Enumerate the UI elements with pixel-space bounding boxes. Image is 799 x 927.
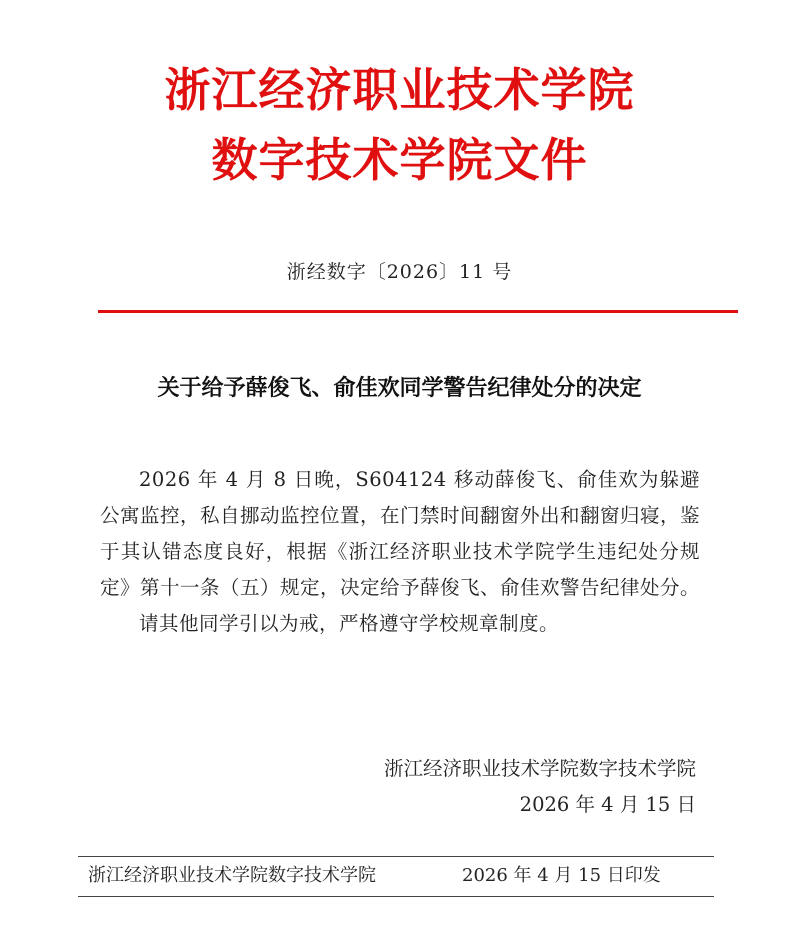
header-red-divider bbox=[98, 310, 738, 313]
signature-organization: 浙江经济职业技术学院数字技术学院 bbox=[383, 757, 696, 780]
document-number: 浙经数字〔2026〕11 号 bbox=[286, 261, 513, 283]
document-subject: 关于给予薛俊飞、俞佳欢同学警告纪律处分的决定 bbox=[157, 376, 642, 401]
footer-issuer: 浙江经济职业技术学院数字技术学院 bbox=[88, 865, 376, 886]
footer-divider-bottom bbox=[78, 896, 714, 897]
body-paragraph-2: 请其他同学引以为戒，严格遵守学校规章制度。 bbox=[139, 612, 560, 635]
document-body bbox=[100, 462, 700, 642]
footer-print-date: 2026 年 4 月 15 日印发 bbox=[462, 865, 661, 886]
footer-divider-top bbox=[78, 856, 714, 857]
header-title-line-2: 数字技术学院文件 bbox=[211, 133, 588, 187]
header-title-line-1: 浙江经济职业技术学院 bbox=[164, 63, 635, 117]
signature-date: 2026 年 4 月 15 日 bbox=[519, 793, 696, 816]
body-paragraph-1: 2026 年 4 月 8 日晚，S604124 移动薛俊飞、俞佳欢为躲避公寓监控，私自挪动监控位置，在门禁时间翻窗外出和翻窗归寝，鉴于其认错态度良好，根据《浙江经济职业技术学院学生违纪处分规定》第十一条（五）规定，决定给予薛俊飞、俞佳欢警告纪律处分。 bbox=[100, 468, 701, 599]
